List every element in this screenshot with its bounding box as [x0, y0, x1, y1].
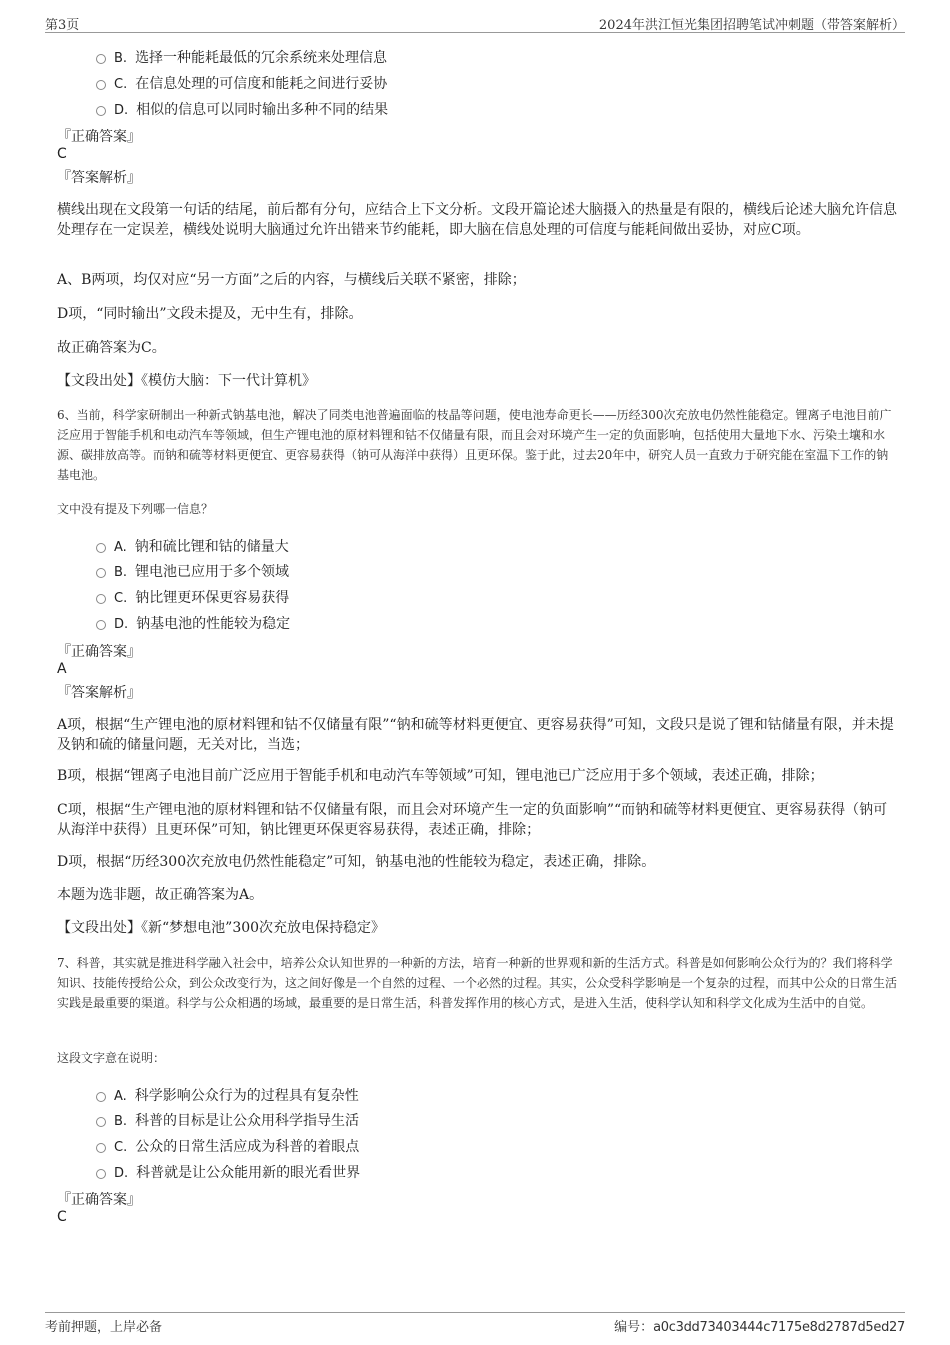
- radio-icon[interactable]: [96, 80, 106, 90]
- q6-option-d[interactable]: D. 钠基电池的性能较为稳定: [96, 613, 290, 633]
- footer-slogan: 考前押题，上岸必备: [45, 1320, 163, 1335]
- radio-icon[interactable]: [96, 1117, 106, 1127]
- page-footer: [45, 1312, 905, 1335]
- page-number: 第3页: [45, 18, 80, 33]
- q6-analysis-c: C项，根据“生产锂电池的原材料锂和钴不仅储量有限，而且会对环境产生一定的负面影响”“而钠和硫等材料更便宜、更容易获得（钠可从海洋中获得）且更环保”可知，钠比锂更环保更容易获得，表述正确，排除；: [57, 802, 888, 838]
- q5-option-c[interactable]: C. 在信息处理的可信度和能耗之间进行妥协: [96, 73, 387, 93]
- q5-option-d[interactable]: D. 相似的信息可以同时输出多种不同的结果: [96, 99, 388, 119]
- radio-icon[interactable]: [96, 1092, 106, 1102]
- q6-analysis-d: D项，根据“历经300次充放电仍然性能稳定”可知，钠基电池的性能较为稳定，表述正确，排除。: [57, 854, 656, 870]
- q6-analysis-label: 『答案解析』: [57, 685, 141, 701]
- radio-icon[interactable]: [96, 594, 106, 604]
- q6-question: 6、当前，科学家研制出一种新式钠基电池，解决了同类电池普遍面临的枝晶等问题，使电池寿命更长——历经300次充放电仍然性能稳定。锂离子电池目前广泛应用于智能手机和电动汽车等领域，但生产锂电池的原材料锂和钴不仅储量有限，而且会对环境产生一定的负面影响，包括使用大量地下水、污染土壤和水源、碳排放高等。而钠和硫等材料更便宜、更容易获得（钠可从海洋中获得）且更环保。鉴于此，过去20年中，研究人员一直致力于研究能在室温下工作的钠基电池。: [57, 408, 892, 482]
- radio-icon[interactable]: [96, 1169, 106, 1179]
- code-label: 编号：: [614, 1320, 654, 1335]
- q7-option-a[interactable]: A. 科学影响公众行为的过程具有复杂性: [96, 1085, 359, 1105]
- radio-icon[interactable]: [96, 620, 106, 630]
- q6-option-b[interactable]: B. 锂电池已应用于多个领域: [96, 561, 289, 581]
- radio-icon[interactable]: [96, 568, 106, 578]
- q5-option-b[interactable]: B. 选择一种能耗最低的冗余系统来处理信息: [96, 47, 387, 67]
- document-title: 2024年洪江恒光集团招聘笔试冲刺题（带答案解析）: [598, 18, 905, 33]
- q5-answer-label: 『正确答案』: [57, 129, 141, 145]
- q5-source: 【文段出处】《模仿大脑：下一代计算机》: [57, 373, 316, 389]
- q6-prompt: 文中没有提及下列哪一信息？: [57, 502, 214, 516]
- q6-option-a[interactable]: A. 钠和硫比锂和钴的储量大: [96, 536, 289, 556]
- radio-icon[interactable]: [96, 54, 106, 64]
- q7-prompt: 这段文字意在说明：: [57, 1051, 166, 1065]
- q7-option-b[interactable]: B. 科普的目标是让公众用科学指导生活: [96, 1110, 359, 1130]
- q6-analysis-a: A项，根据“生产锂电池的原材料锂和钴不仅储量有限”“钠和硫等材料更便宜、更容易获得”可知，文段只是说了锂和钴储量有限，并未提及钠和硫的储量问题，无关对比，当选；: [57, 717, 894, 753]
- q6-analysis-b: B项，根据“锂离子电池目前广泛应用于智能手机和电动汽车等领域”可知，锂电池已广泛应用于多个领域，表述正确，排除；: [57, 768, 824, 784]
- q5-analysis-2: A、B两项，均仅对应“另一方面”之后的内容，与横线后关联不紧密，排除；: [57, 272, 526, 288]
- q6-answer: A: [57, 661, 67, 677]
- q6-source: 【文段出处】《新“梦想电池”300次充放电保持稳定》: [57, 920, 386, 936]
- q5-answer: C: [57, 146, 67, 162]
- radio-icon[interactable]: [96, 106, 106, 116]
- q6-option-c[interactable]: C. 钠比锂更环保更容易获得: [96, 587, 289, 607]
- q7-answer-label: 『正确答案』: [57, 1192, 141, 1208]
- code-value: a0c3dd73403444c7175e8d2787d5ed27: [653, 1320, 905, 1335]
- q7-option-c[interactable]: C. 公众的日常生活应成为科普的着眼点: [96, 1136, 359, 1156]
- q7-question: 7、科普，其实就是推进科学融入社会中，培养公众认知世界的一种新的方法，培育一种新的世界观和新的生活方式。科普是如何影响公众行为的？我们将科学知识、技能传授给公众，到公众改变行为，这之间好像是一个自然的过程、一个必然的过程。其实，公众受科学影响是一个复杂的过程，而其中公众的日常生活实践是最重要的渠道。科学与公众相遇的场域，最重要的是日常生活，科普发挥作用的核心方式，是进入生活，使科学认知和科学文化成为生活中的自觉。: [57, 956, 898, 1010]
- q5-analysis-1: 横线出现在文段第一句话的结尾，前后都有分句，应结合上下文分析。文段开篇论述大脑摄入的热量是有限的，横线后论述大脑允许信息处理存在一定误差，横线处说明大脑通过允许出错来节约能耗，即大脑在信息处理的可信度与能耗间做出妥协，对应C项。: [57, 202, 897, 238]
- q7-option-d[interactable]: D. 科普就是让公众能用新的眼光看世界: [96, 1162, 360, 1182]
- q7-answer: C: [57, 1209, 67, 1225]
- q6-conclusion: 本题为选非题，故正确答案为A。: [57, 887, 264, 903]
- q6-answer-label: 『正确答案』: [57, 644, 141, 660]
- q5-analysis-3: D项，“同时输出”文段未提及，无中生有，排除。: [57, 306, 363, 322]
- q5-analysis-label: 『答案解析』: [57, 170, 141, 186]
- radio-icon[interactable]: [96, 543, 106, 553]
- document-code: [614, 1316, 905, 1335]
- radio-icon[interactable]: [96, 1143, 106, 1153]
- page-header: [45, 14, 905, 33]
- q5-analysis-4: 故正确答案为C。: [57, 340, 166, 356]
